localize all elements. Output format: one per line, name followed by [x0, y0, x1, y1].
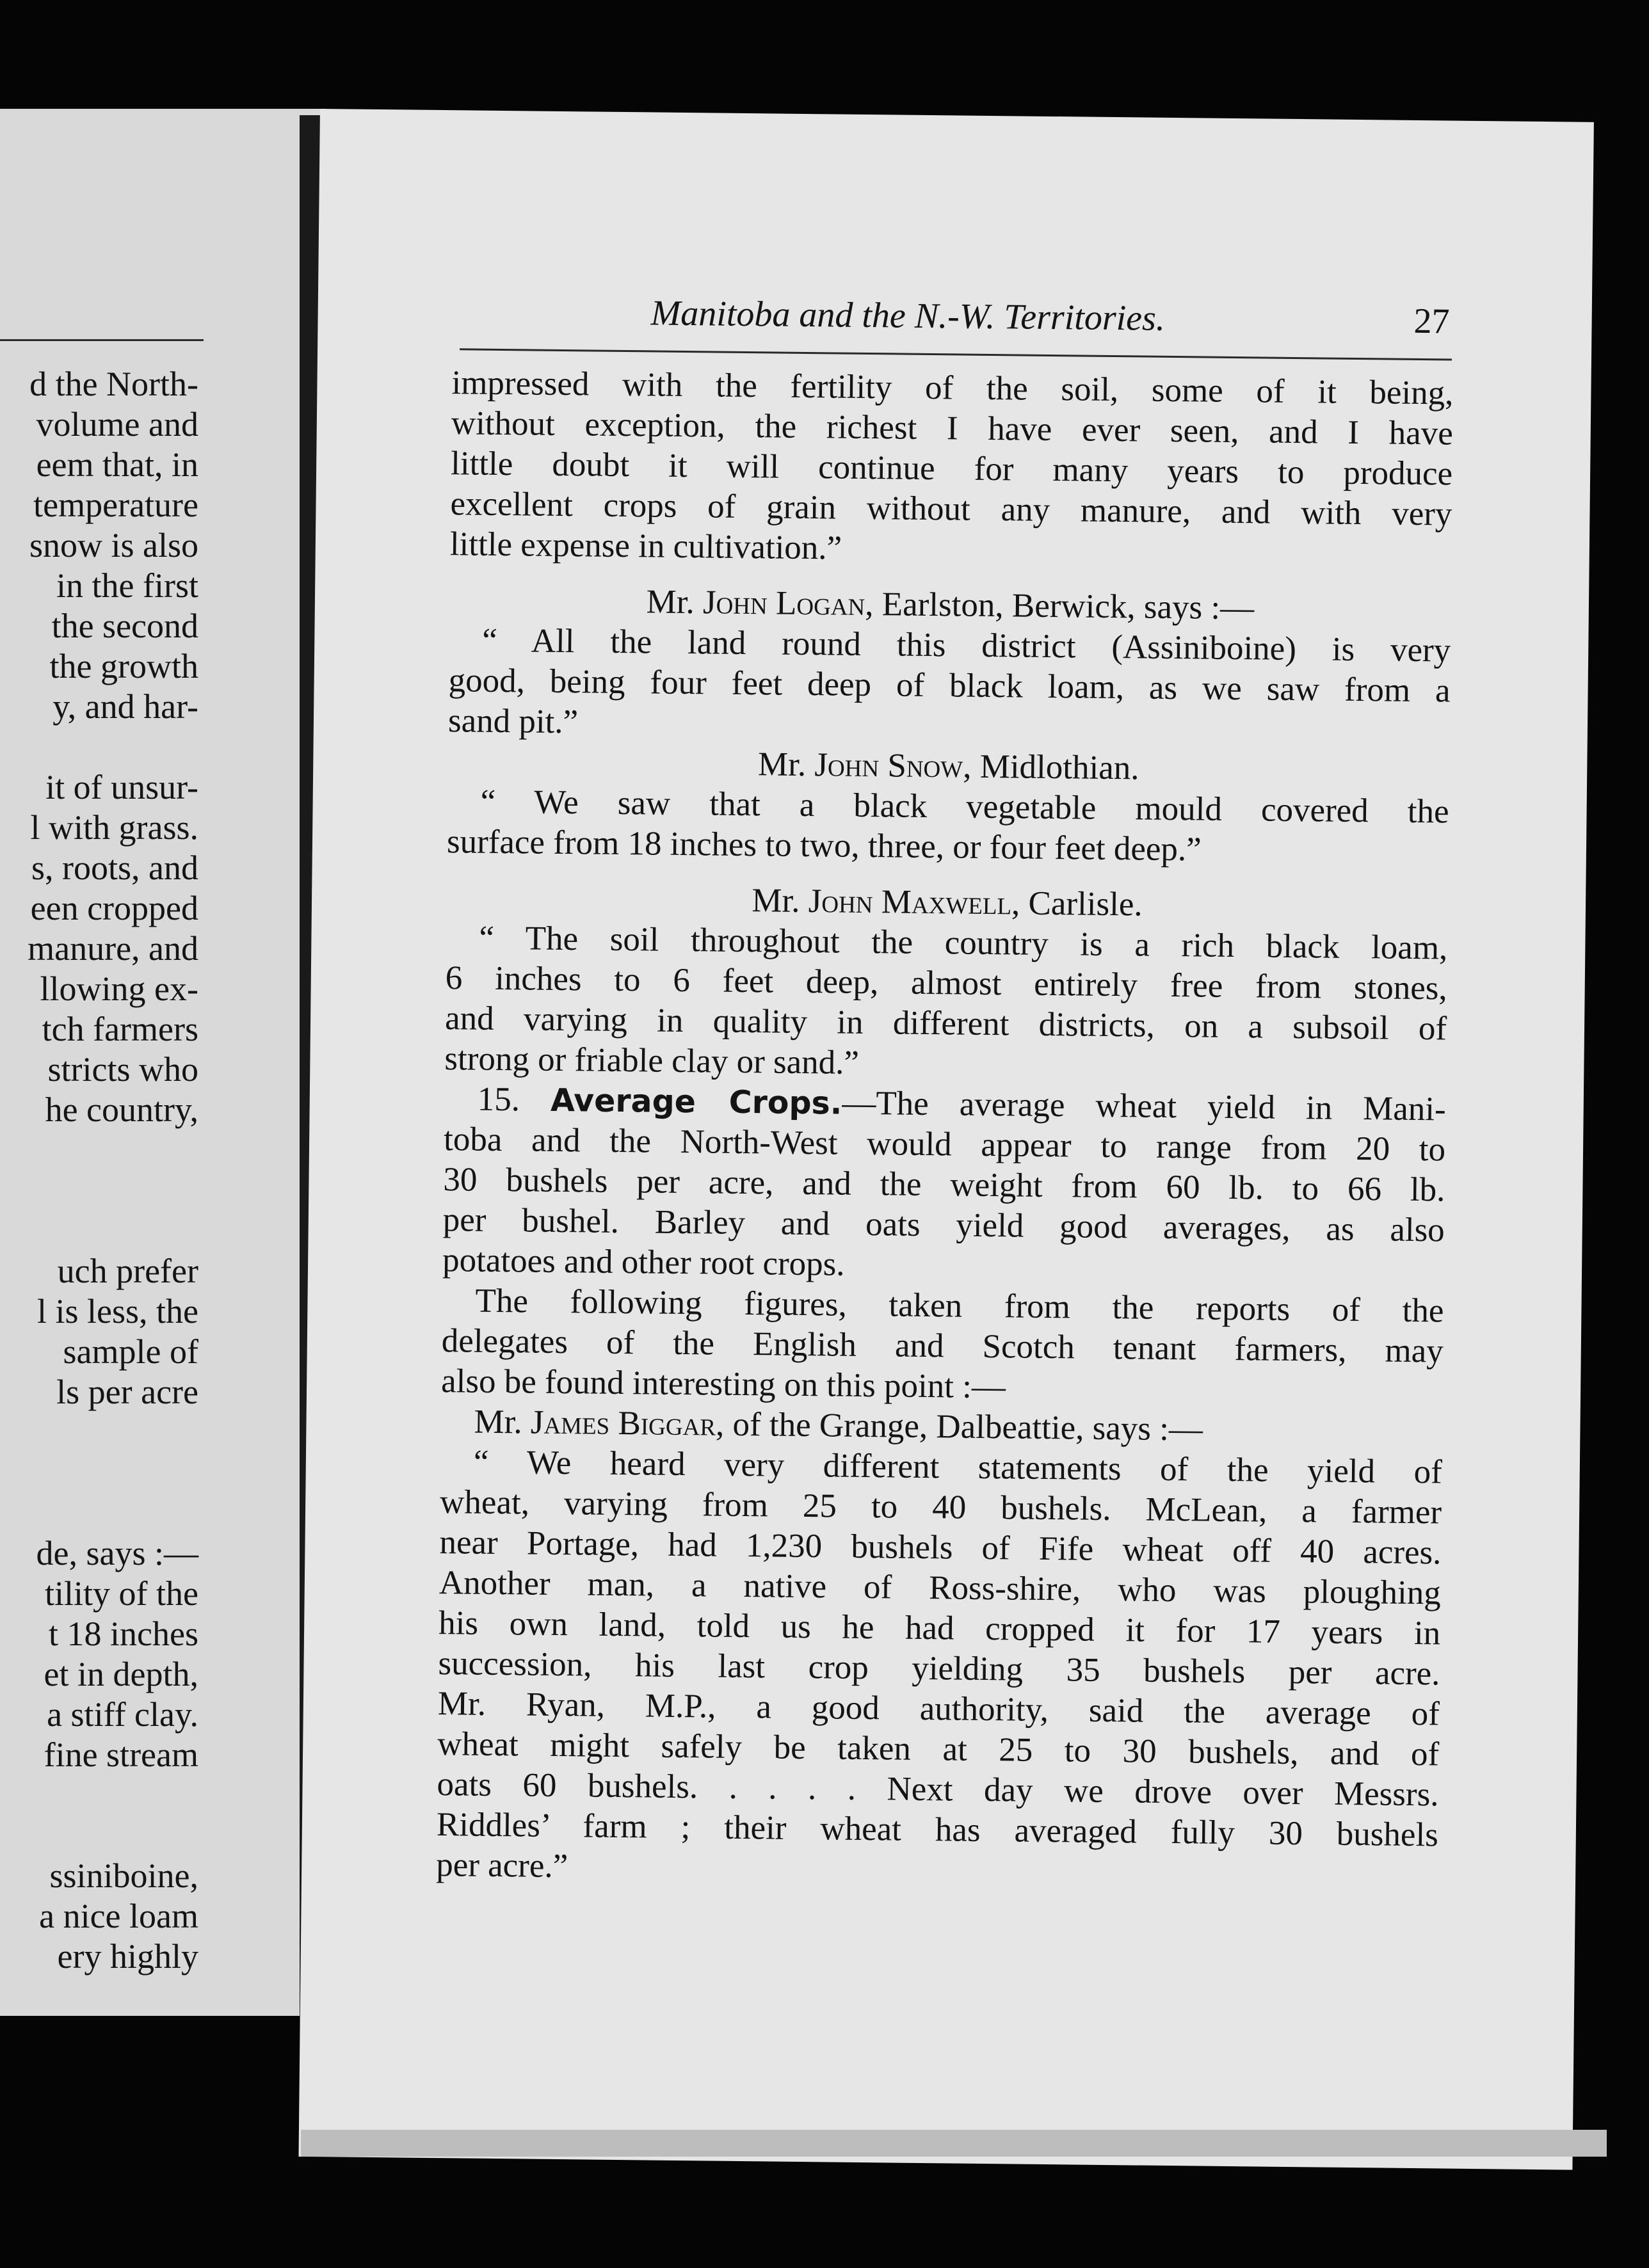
- left-page-line: s, roots, and: [31, 849, 198, 887]
- speaker-place: , of the Grange, Dalbeattie, says :—: [715, 1405, 1203, 1448]
- text-line: little doubt it will continue for many years to produce: [450, 445, 1453, 493]
- left-page-line: snow is also: [29, 526, 198, 564]
- quote-line: near Portage, had 1,230 bushels of Fife wheat off 40 acres.: [439, 1524, 1442, 1572]
- text-line: potatoes and other root crops.: [442, 1242, 845, 1283]
- left-page-line: manure, and: [28, 929, 198, 968]
- quote-line: Riddles’ farm ; their wheat has averaged fully 30 bushels: [436, 1806, 1439, 1854]
- section-number: 15.: [477, 1080, 520, 1119]
- left-page-line: ls per acre: [56, 1373, 198, 1411]
- left-page-line: ery highly: [57, 1937, 198, 1976]
- left-page-line: een cropped: [30, 889, 198, 927]
- speaker-prefix: Mr.: [646, 583, 704, 621]
- section-heading: Average Crops.: [550, 1082, 842, 1122]
- left-page-line: tility of the: [45, 1574, 198, 1613]
- testimony-biggar: [436, 1402, 1443, 1896]
- quote-line: succession, his last crop yielding 35 bushels per acre.: [438, 1645, 1440, 1693]
- speaker-prefix: Mr.: [474, 1403, 531, 1441]
- text-line: impressed with the fertility of the soil, some of it being,: [451, 364, 1454, 412]
- quote-line: his own land, told us he had cropped it for 17 years in: [438, 1604, 1441, 1652]
- quote-line: sand pit.”: [447, 702, 579, 741]
- quote-line: “ The soil throughout the country is a rich black loam,: [479, 919, 1448, 967]
- left-page-line: l with grass.: [30, 808, 198, 847]
- quote-line: good, being four feet deep of black loam, as we saw from a: [448, 662, 1451, 710]
- left-page-line: tch farmers: [42, 1010, 198, 1048]
- left-page-line: the growth: [49, 647, 198, 685]
- quote-line: oats 60 bushels. . . . . Next day we drove over Messrs.: [437, 1766, 1439, 1814]
- quote-line: “ All the land round this district (Assiniboine) is very: [482, 621, 1451, 669]
- speaker-place: , Midlothian.: [962, 747, 1139, 787]
- left-page-line: volume and: [36, 405, 198, 443]
- paragraph-following-figures: [441, 1281, 1444, 1412]
- text-line: also be found interesting on this point :—: [440, 1362, 1006, 1406]
- page-body: [436, 363, 1454, 1896]
- page-number: 27: [1413, 301, 1450, 342]
- left-page-line: a nice loam: [39, 1897, 198, 1935]
- left-page-line: uch prefer: [57, 1252, 198, 1290]
- left-page-line: temperature: [33, 486, 198, 524]
- text-line: per bushel. Barley and oats yield good averages, as also: [442, 1201, 1445, 1249]
- left-page-line: ssiniboine,: [49, 1857, 198, 1895]
- speaker-prefix: Mr.: [752, 882, 809, 920]
- left-page-line: llowing ex-: [40, 970, 198, 1008]
- page: [298, 109, 1593, 2170]
- quote-line: per acre.”: [435, 1846, 568, 1885]
- left-page-header-rule: [0, 339, 204, 341]
- section-text: —The average wheat yield in Mani-: [842, 1084, 1447, 1128]
- testimony-logan: [448, 580, 1452, 751]
- speaker-name: John Maxwell: [808, 882, 1012, 922]
- running-head: Manitoba and the N.-W. Territories.: [650, 293, 1166, 339]
- quote-line: and varying in quality in different districts, on a subsoil of: [444, 1000, 1447, 1048]
- left-page-line: l is less, the: [37, 1292, 198, 1330]
- left-page-line: it of unsur-: [45, 768, 198, 806]
- speaker-prefix: Mr.: [757, 746, 815, 784]
- left-page-line: de, says :—: [36, 1534, 198, 1572]
- left-page-line: in the first: [56, 566, 198, 605]
- text-line: The following figures, taken from the reports of the: [475, 1282, 1444, 1330]
- page-bottom-edge: [301, 2130, 1607, 2157]
- left-page-line: the second: [51, 607, 198, 645]
- left-page-line: y, and har-: [52, 687, 198, 726]
- quote-line: Mr. Ryan, M.P., a good authority, said the average of: [437, 1685, 1440, 1733]
- speaker-place: , Carlisle.: [1011, 884, 1143, 923]
- testimony-snow: [447, 741, 1450, 872]
- text-line: little expense in cultivation.”: [449, 525, 842, 567]
- quote-line: strong or friable clay or sand.”: [444, 1040, 860, 1082]
- quote-line: wheat might safely be taken at 25 to 30 bushels, and of: [437, 1725, 1440, 1773]
- left-page-line: he country,: [45, 1090, 198, 1129]
- text-line: excellent crops of grain without any manure, and with very: [450, 485, 1452, 533]
- speaker-name: John Snow: [814, 746, 963, 785]
- text-line: toba and the North-West would appear to range from 20 to: [443, 1121, 1446, 1169]
- quote-line: Another man, a native of Ross-shire, who was ploughing: [438, 1564, 1442, 1612]
- section-15-average-crops: [442, 1079, 1446, 1291]
- left-page-line: t 18 inches: [49, 1615, 198, 1653]
- left-page-line: et in depth,: [44, 1655, 198, 1693]
- left-page-fragment: [0, 109, 326, 2016]
- left-page-line: stricts who: [47, 1050, 198, 1089]
- quote-line: surface from 18 inches to two, three, or four feet deep.”: [446, 823, 1202, 868]
- text-line: delegates of the English and Scotch tenant farmers, may: [441, 1322, 1444, 1370]
- text-line: without exception, the richest I have ever seen, and I have: [451, 404, 1454, 452]
- quote-line: wheat, varying from 25 to 40 bushels. McLean, a farmer: [439, 1483, 1442, 1531]
- quote-line: “ We heard very different statements of the yield of: [473, 1443, 1443, 1491]
- testimony-maxwell: [444, 877, 1448, 1089]
- left-page-line: a stiff clay.: [47, 1695, 198, 1734]
- left-page-line: eem that, in: [36, 445, 198, 484]
- left-page-line: sample of: [63, 1332, 198, 1371]
- text-line: 30 bushels per acre, and the weight from 60 lb. to 66 lb.: [443, 1161, 1445, 1209]
- quote-line: 6 inches to 6 feet deep, almost entirely free from stones,: [445, 959, 1448, 1007]
- header-rule: [460, 348, 1452, 360]
- quote-line: “ We saw that a black vegetable mould covered the: [480, 783, 1449, 831]
- speaker-place: , Earlston, Berwick, says :—: [864, 585, 1255, 627]
- paragraph-fertility: [450, 363, 1454, 575]
- left-page-line: d the North-: [29, 365, 198, 403]
- left-page-line: fine stream: [44, 1736, 198, 1774]
- speaker-name: James Biggar: [530, 1403, 716, 1443]
- speaker-name: John Logan: [702, 584, 865, 623]
